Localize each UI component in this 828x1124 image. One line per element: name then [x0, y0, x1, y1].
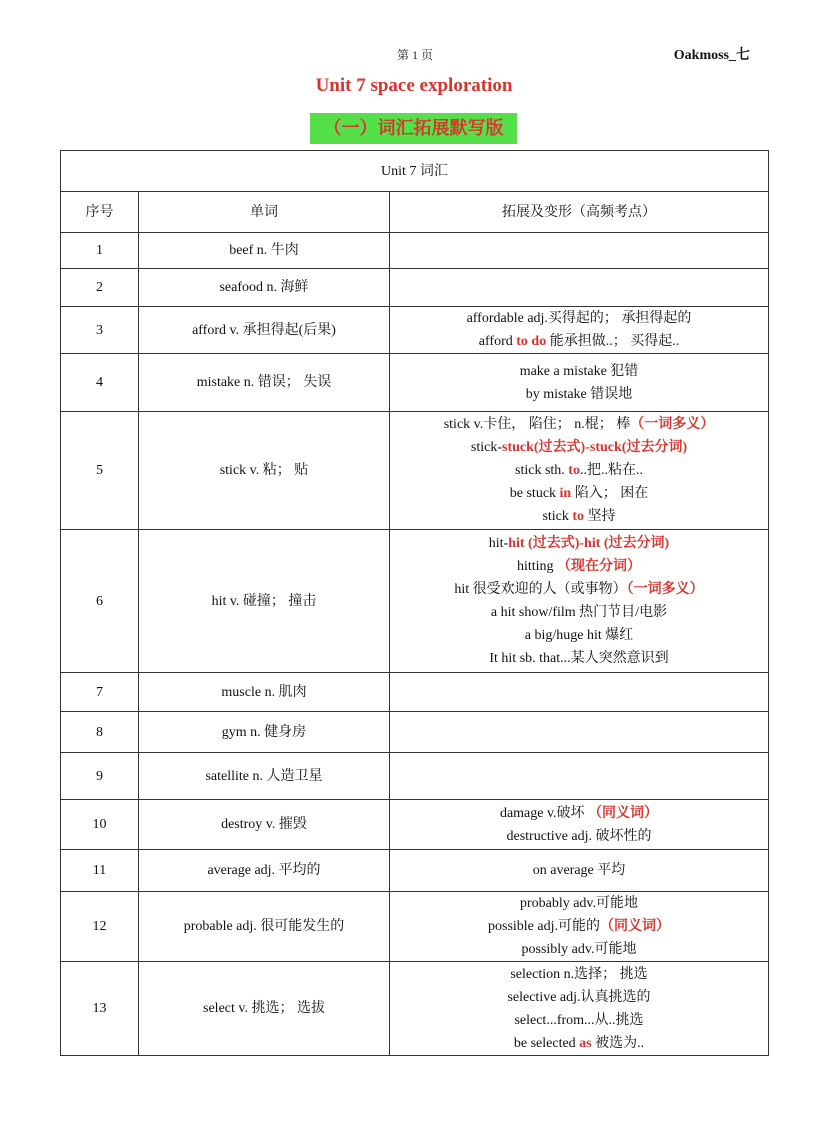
row-word: mistake n. 错误； 失误	[139, 354, 390, 412]
table-caption-row	[61, 151, 769, 192]
row-number: 6	[61, 530, 139, 673]
row-word: gym n. 健身房	[139, 712, 390, 753]
row-extension	[390, 892, 769, 962]
row-extension	[390, 673, 769, 712]
highlight-text: stuck(过去式)-stuck(过去分词)	[502, 440, 688, 455]
extension-text: a big/huge hit 爆红	[524, 628, 634, 643]
extension-text: by mistake 错误地	[525, 386, 633, 402]
column-header-extension: 拓展及变形（高频考点）	[390, 192, 769, 233]
section-subtitle: （一）词汇拓展默写版	[310, 113, 517, 144]
row-extension	[390, 233, 769, 269]
table-row	[61, 233, 769, 269]
row-word: stick v. 粘； 贴	[139, 412, 390, 530]
extension-line	[394, 413, 764, 436]
row-word: beef n. 牛肉	[139, 233, 390, 269]
row-extension	[390, 850, 769, 892]
highlight-text: （一词多义）	[626, 582, 704, 597]
row-extension	[390, 269, 769, 307]
row-word: satellite n. 人造卫星	[139, 753, 390, 800]
extension-line	[394, 532, 764, 555]
row-number: 8	[61, 712, 139, 753]
extension-line	[394, 601, 764, 624]
extension-line	[394, 330, 764, 353]
extension-line	[394, 915, 764, 938]
extension-text: affordable adj.买得起的； 承担得起的	[466, 311, 692, 326]
row-extension	[390, 800, 769, 850]
extension-text: afford	[478, 334, 517, 349]
extension-line	[394, 986, 764, 1009]
extension-text: be stuck	[509, 486, 560, 501]
extension-line	[394, 963, 764, 986]
row-number: 9	[61, 753, 139, 800]
extension-text: make a mistake 犯错	[519, 363, 639, 379]
row-extension	[390, 962, 769, 1056]
row-word: select v. 挑选； 选拔	[139, 962, 390, 1056]
row-number: 2	[61, 269, 139, 307]
extension-text: 能承担做..； 买得起..	[546, 334, 680, 349]
highlight-text: hit (过去式)-hit (过去分词)	[508, 536, 670, 551]
extension-text: be selected	[513, 1035, 580, 1051]
highlight-text: （同义词）	[600, 919, 670, 934]
extension-line	[394, 459, 764, 482]
extension-text: selection n.选择； 挑选	[510, 966, 648, 982]
extension-text: 被选为..	[591, 1035, 645, 1051]
row-number: 1	[61, 233, 139, 269]
extension-line	[394, 307, 764, 330]
extension-text: selective adj.认真挑选的	[507, 989, 651, 1005]
highlight-text: to	[568, 463, 580, 478]
table-body	[61, 233, 769, 1056]
extension-text: hit-	[488, 536, 509, 551]
table-row	[61, 530, 769, 673]
extension-line	[394, 578, 764, 601]
extension-line	[394, 505, 764, 528]
row-word: hit v. 碰撞； 撞击	[139, 530, 390, 673]
row-word: afford v. 承担得起(后果)	[139, 307, 390, 354]
row-number: 5	[61, 412, 139, 530]
extension-text: hit 很受欢迎的人（或事物）	[454, 582, 627, 597]
extension-text: It hit sb. that...某人突然意识到	[489, 651, 669, 666]
highlight-text: to do	[516, 334, 547, 349]
extension-line	[394, 436, 764, 459]
row-number: 12	[61, 892, 139, 962]
row-word: average adj. 平均的	[139, 850, 390, 892]
extension-text: on average 平均	[532, 863, 626, 878]
extension-text: a hit show/film 热门节目/电影	[490, 605, 668, 620]
row-number: 3	[61, 307, 139, 354]
extension-text: destructive adj. 破坏性的	[506, 828, 652, 844]
row-number: 4	[61, 354, 139, 412]
table-row	[61, 307, 769, 354]
table-row	[61, 712, 769, 753]
table-header-row	[61, 192, 769, 233]
column-header-word: 单词	[139, 192, 390, 233]
row-word: probable adj. 很可能发生的	[139, 892, 390, 962]
extension-text: stick sth.	[515, 463, 569, 478]
row-number: 11	[61, 850, 139, 892]
extension-line	[394, 892, 764, 915]
column-header-number: 序号	[61, 192, 139, 233]
extension-text: hitting	[516, 559, 558, 574]
vocabulary-table	[60, 150, 769, 1056]
extension-text: stick v.卡住， 陷住； n.棍； 棒	[443, 417, 631, 432]
table-row	[61, 412, 769, 530]
table-row	[61, 962, 769, 1056]
extension-line	[394, 647, 764, 670]
row-number: 7	[61, 673, 139, 712]
table-row	[61, 850, 769, 892]
highlight-text: （一词多义）	[630, 417, 715, 432]
extension-text: ..把..粘在..	[579, 463, 643, 478]
table-row	[61, 800, 769, 850]
extension-text: probably adv.可能地	[519, 896, 639, 911]
extension-text: possible adj.可能的	[488, 919, 600, 934]
row-extension	[390, 753, 769, 800]
row-extension	[390, 354, 769, 412]
row-word: destroy v. 摧毁	[139, 800, 390, 850]
row-number: 10	[61, 800, 139, 850]
table-caption: Unit 7 词汇	[61, 151, 769, 192]
table-row	[61, 673, 769, 712]
extension-text: 坚持	[584, 509, 616, 524]
row-extension	[390, 307, 769, 354]
table-row	[61, 753, 769, 800]
extension-line	[394, 360, 764, 383]
document-title: Unit 7 space exploration	[315, 75, 513, 96]
extension-text: possibly adv.可能地	[521, 942, 637, 957]
highlight-text: to	[572, 509, 585, 524]
row-number: 13	[61, 962, 139, 1056]
extension-line	[394, 825, 764, 848]
extension-line	[394, 383, 764, 406]
highlight-text: （现在分词）	[557, 559, 642, 574]
extension-line	[394, 859, 764, 882]
row-word: seafood n. 海鲜	[139, 269, 390, 307]
row-word: muscle n. 肌肉	[139, 673, 390, 712]
row-extension	[390, 530, 769, 673]
extension-text: stick	[542, 509, 573, 524]
extension-line	[394, 555, 764, 578]
highlight-text: （同义词）	[588, 805, 659, 821]
extension-line	[394, 1009, 764, 1032]
extension-text: damage v.破坏	[499, 805, 589, 821]
extension-line	[394, 482, 764, 505]
author-label: Oakmoss_七	[673, 48, 750, 63]
extension-line	[394, 802, 764, 825]
extension-text: stick-	[470, 440, 502, 455]
row-extension	[390, 412, 769, 530]
highlight-text: as	[579, 1035, 592, 1051]
table-row	[61, 892, 769, 962]
highlight-text: in	[559, 486, 572, 501]
table-row	[61, 354, 769, 412]
page-number: 第 1 页	[396, 48, 433, 62]
extension-line	[394, 938, 764, 961]
table-row	[61, 269, 769, 307]
extension-line	[394, 1032, 764, 1055]
extension-text: 陷入； 困在	[571, 486, 649, 501]
extension-line	[394, 624, 764, 647]
extension-text: select...from...从..挑选	[514, 1012, 644, 1028]
row-extension	[390, 712, 769, 753]
